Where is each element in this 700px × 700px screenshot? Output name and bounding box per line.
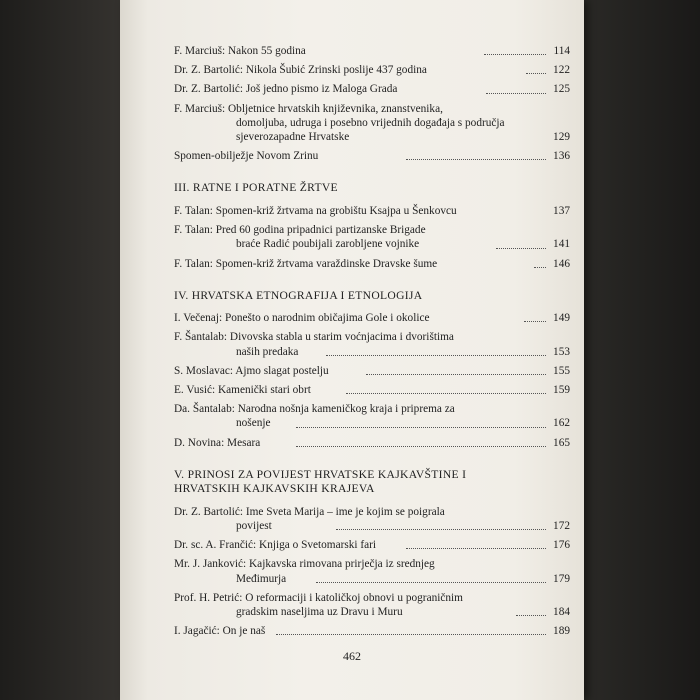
toc-author: Da. Šantalab: — [174, 403, 235, 416]
toc-entry — [174, 63, 572, 77]
toc-title: Kamenički stari obrt — [218, 384, 311, 397]
toc-title: Obljetnice hrvatskih književnika, znanstvenika, — [228, 102, 443, 115]
book-edge-shadow — [584, 0, 700, 700]
toc-page-number: 159 — [553, 384, 570, 397]
toc-title: Spomen-obilježje Novom Zrinu — [174, 150, 319, 163]
toc-author: F. Marciuš: — [174, 45, 226, 57]
leader-dots — [346, 392, 546, 394]
toc-title: Ponešto o narodnim običajima Gole i okolice — [224, 312, 430, 325]
toc-title-continued: braće Radić poubijali zarobljene vojnike — [236, 238, 420, 251]
toc-title: Nakon 55 godina — [228, 45, 306, 57]
toc-entry — [174, 557, 572, 585]
toc-author: Dr. sc. A. Frančić: — [174, 539, 257, 552]
toc-page-number: 179 — [553, 572, 570, 585]
table-of-contents — [174, 44, 572, 643]
toc-entry — [174, 624, 572, 638]
toc-title: Pred 60 godina pripadnici partizanske Brigade — [215, 224, 426, 237]
leader-dots — [316, 581, 546, 583]
toc-page-number: 155 — [553, 364, 570, 377]
toc-page-number: 165 — [553, 436, 570, 449]
toc-page-number: 129 — [553, 131, 570, 144]
toc-entry — [174, 102, 572, 145]
toc-page-number: 136 — [553, 150, 570, 163]
toc-title: Ime Sveta Marija – ime je kojim se poigrala — [245, 505, 445, 518]
toc-entry — [174, 436, 572, 450]
toc-title: O reformaciji i katoličkoj obnovi u pograničnim — [245, 591, 463, 604]
leader-dots — [484, 53, 546, 55]
toc-entry — [174, 364, 572, 378]
toc-title-continued: domoljuba, udruga i posebno vrijednih događaja s područja sjeverozapadne Hrvatske — [236, 116, 505, 144]
toc-entry — [174, 505, 572, 533]
toc-title: Spomen-križ žrtvama na grobištu Ksajpa u Šenkovcu — [215, 204, 457, 217]
toc-entry — [174, 149, 572, 163]
toc-title-continued: nošenje — [236, 417, 271, 430]
leader-dots — [336, 528, 546, 530]
toc-group-5 — [174, 505, 572, 639]
toc-author: Prof. H. Petrić: — [174, 591, 243, 604]
toc-group-3 — [174, 204, 572, 271]
toc-page-number: 141 — [553, 238, 570, 251]
toc-author: F. Šantalab: — [174, 331, 228, 344]
toc-page-number: 172 — [553, 520, 570, 533]
leader-dots — [296, 426, 546, 428]
toc-entry — [174, 223, 572, 251]
toc-title: Knjiga o Svetomarski fari — [259, 539, 377, 552]
toc-author: F. Talan: — [174, 224, 213, 237]
toc-page-number: 122 — [553, 64, 570, 77]
toc-group-4 — [174, 311, 572, 450]
toc-entry — [174, 44, 572, 58]
leader-dots — [496, 247, 546, 249]
toc-entry — [174, 257, 572, 271]
section-heading-line-2: HRVATSKIH KAJKAVSKIH KRAJEVA — [174, 482, 375, 496]
toc-title: Narodna nošnja kameničkog kraja i priprema za — [237, 403, 455, 416]
toc-entry — [174, 383, 572, 397]
toc-entry — [174, 82, 572, 96]
toc-author: Dr. Z. Bartolić: — [174, 64, 244, 77]
toc-author: I. Večenaj: — [174, 312, 223, 325]
leader-dots — [524, 320, 546, 322]
leader-dots — [276, 633, 546, 635]
toc-title: Kajkavska rimovana prirječja iz srednjeg — [249, 558, 435, 571]
book-page — [120, 0, 584, 700]
toc-page-number: 114 — [553, 45, 570, 57]
toc-author: Mr. J. Janković: — [174, 558, 247, 571]
toc-author: E. Vusić: — [174, 384, 216, 397]
toc-entry — [174, 330, 572, 358]
toc-page-number: 184 — [553, 606, 570, 619]
toc-entry — [174, 402, 572, 430]
section-heading — [174, 468, 572, 497]
section-heading: III. RATNE I PORATNE ŽRTVE — [174, 181, 338, 195]
toc-author: D. Novina: — [174, 436, 225, 449]
toc-page-number: 189 — [553, 625, 570, 638]
toc-page-number: 125 — [553, 83, 570, 96]
leader-dots — [534, 266, 546, 268]
toc-title: Mesara — [227, 436, 261, 449]
toc-title: Još jedno pismo iz Maloga Grada — [245, 83, 398, 96]
leader-dots — [516, 614, 546, 616]
toc-page-number: 162 — [553, 417, 570, 430]
leader-dots — [526, 72, 546, 74]
section-heading: IV. HRVATSKA ETNOGRAFIJA I ETNOLOGIJA — [174, 288, 423, 302]
leader-dots — [326, 354, 546, 356]
toc-group-1 — [174, 44, 572, 163]
toc-author: Dr. Z. Bartolić: — [174, 505, 244, 518]
toc-entry — [174, 591, 572, 619]
leader-dots — [486, 92, 546, 94]
toc-author: F. Talan: — [174, 257, 213, 270]
leader-dots — [366, 373, 546, 375]
section-heading-line-1: V. PRINOSI ZA POVIJEST HRVATSKE KAJKAVŠTINE I — [174, 467, 467, 481]
toc-page-number: 176 — [553, 539, 570, 552]
page-number: 462 — [343, 649, 361, 663]
toc-author: S. Moslavac: — [174, 364, 233, 377]
toc-title-continued: gradskim naseljima uz Dravu i Muru — [236, 606, 403, 619]
toc-page-number: 149 — [553, 312, 570, 325]
toc-page-number: 153 — [553, 345, 570, 358]
toc-page-number: 146 — [553, 257, 570, 270]
toc-title-continued: povijest — [236, 520, 272, 533]
toc-title: Spomen-križ žrtvama varaždinske Dravske šume — [215, 257, 438, 270]
toc-entry — [174, 204, 572, 218]
leader-dots — [296, 445, 546, 447]
toc-title-continued: Međimurja — [236, 572, 287, 585]
leader-dots — [406, 547, 546, 549]
toc-entry — [174, 538, 572, 552]
toc-author: I. Jagačić: — [174, 625, 220, 638]
toc-page-number: 137 — [553, 204, 570, 217]
toc-title: On je naš — [222, 625, 266, 638]
toc-title: Ajmo slagat postelju — [235, 364, 329, 377]
toc-title: Nikola Šubić Zrinski poslije 437 godina — [245, 64, 427, 77]
toc-title-continued: naših predaka — [236, 345, 299, 358]
toc-entry — [174, 311, 572, 325]
toc-author: F. Talan: — [174, 204, 213, 217]
toc-author: Dr. Z. Bartolić: — [174, 83, 244, 96]
toc-author: F. Marciuš: — [174, 102, 226, 115]
leader-dots — [406, 158, 546, 160]
toc-title: Divovska stabla u starim voćnjacima i dvorištima — [229, 331, 454, 344]
